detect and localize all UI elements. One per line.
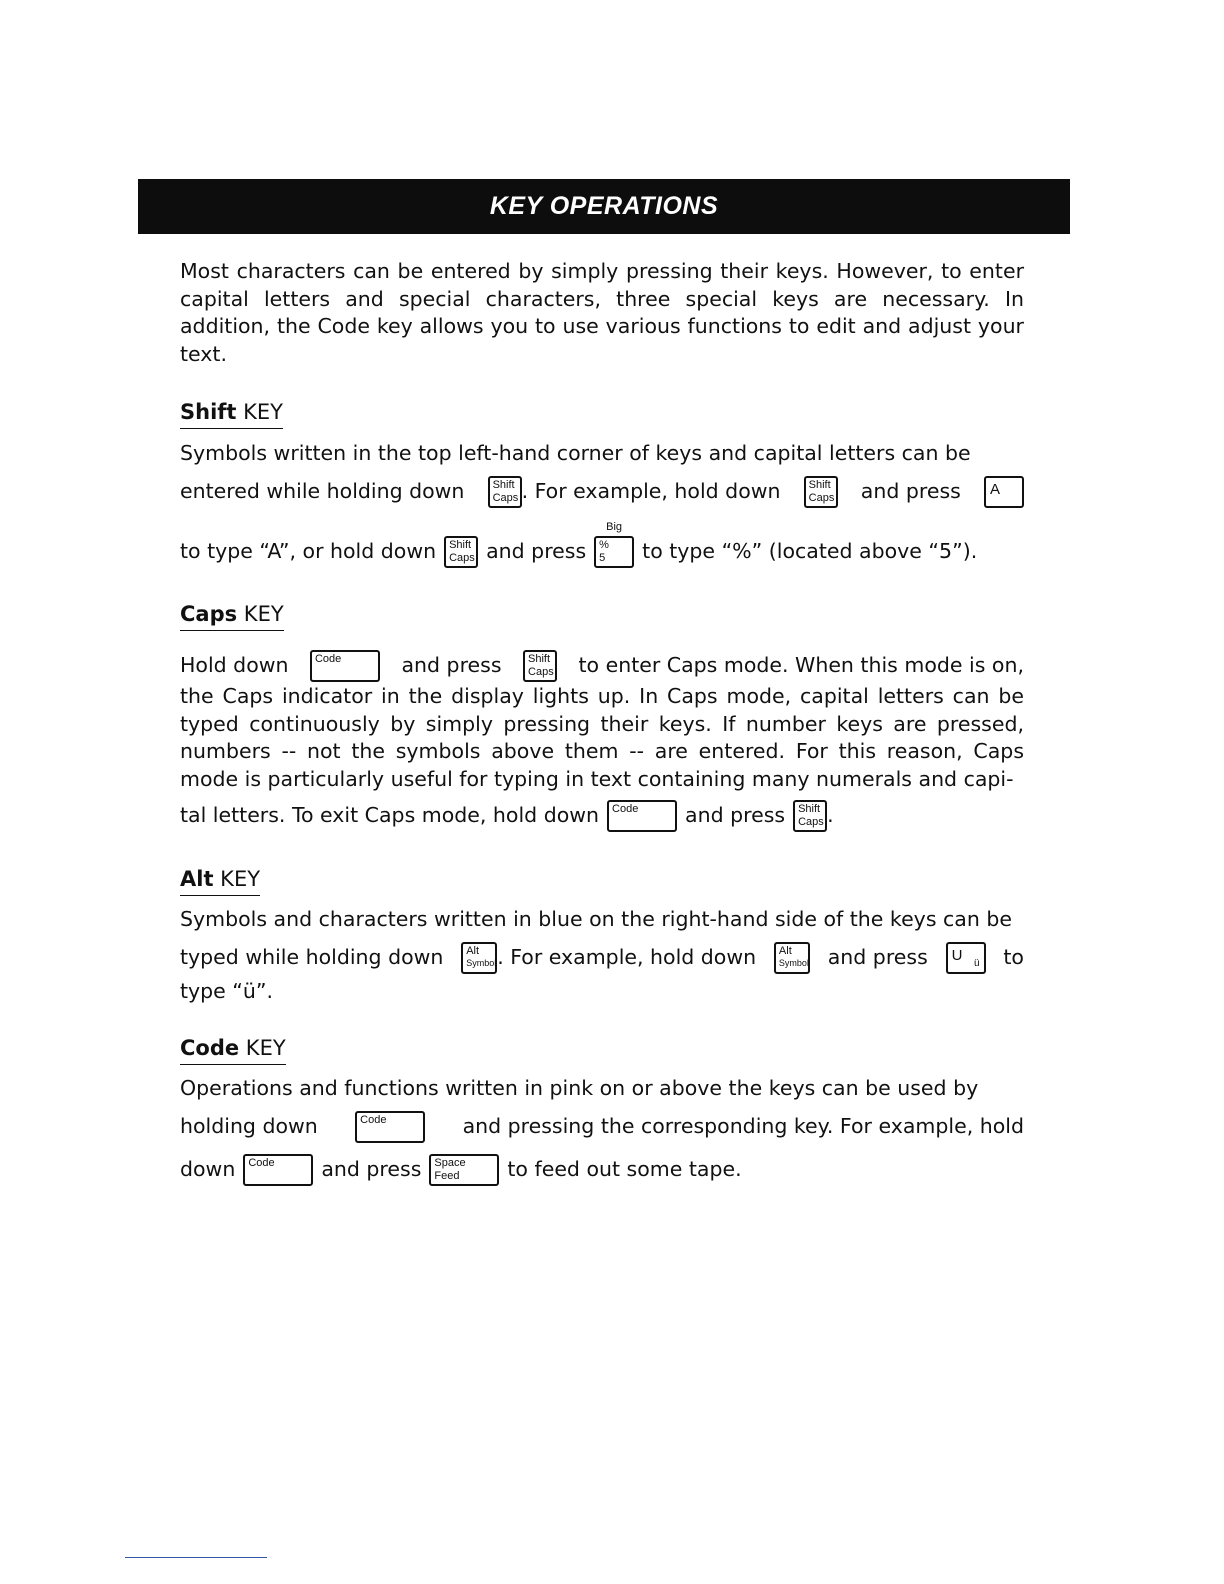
a-key-icon xyxy=(984,476,1024,508)
alt-line-2 xyxy=(180,942,1024,974)
key-top-label: Shift xyxy=(798,803,821,815)
alt-key-heading xyxy=(180,866,260,896)
key-top-label: Shift xyxy=(528,653,551,665)
text-span: down xyxy=(180,1157,236,1182)
key-label: Code xyxy=(248,1157,275,1169)
text-span: Operations and functions written in pink on or above the keys can be used by xyxy=(180,1076,979,1100)
text-span: and press xyxy=(486,539,587,564)
key-bottom-label: Symbol xyxy=(778,958,809,968)
key-bottom-label: 5 xyxy=(599,552,606,564)
code-key-icon xyxy=(310,650,380,682)
text-span: . xyxy=(827,803,834,828)
key-label: A xyxy=(990,481,1001,498)
code-key-heading xyxy=(180,1035,286,1065)
code-line-3 xyxy=(180,1154,1024,1186)
text-span: to feed out some tape. xyxy=(507,1157,742,1182)
caps-line-1 xyxy=(180,650,1024,682)
key-bottom-label: Caps xyxy=(798,816,824,828)
page-title: KEY OPERATIONS xyxy=(489,192,719,220)
percent-five-key-icon xyxy=(594,521,634,568)
key-top-label: Alt xyxy=(778,945,792,957)
shift-line-3 xyxy=(180,521,1024,568)
text-span: and press xyxy=(401,653,502,678)
text-span: type “ü”. xyxy=(180,979,274,1003)
text-span: to type “A”, or hold down xyxy=(180,539,437,564)
alt-line-3 xyxy=(180,978,1024,1006)
shift-caps-key-icon xyxy=(523,650,557,682)
text-span: Symbols written in the top left-hand corner of keys and capital letters can be xyxy=(180,441,971,465)
shift-line-1 xyxy=(180,440,1024,468)
shift-caps-key-icon xyxy=(804,476,838,508)
text-span: and press xyxy=(321,1157,422,1182)
key-top-label: Alt xyxy=(466,945,480,957)
shift-caps-key-icon xyxy=(793,800,827,832)
key-label: Code xyxy=(314,653,342,665)
key-bottom-label: Symbol xyxy=(466,958,497,968)
heading-key-name: Code xyxy=(180,1036,240,1060)
caps-key-heading xyxy=(180,601,284,631)
u-umlaut-key-icon xyxy=(946,942,986,974)
key-label: Code xyxy=(360,1114,387,1126)
alt-symbol-key-icon xyxy=(461,942,497,974)
text-span: holding down xyxy=(180,1114,318,1139)
section-banner xyxy=(138,179,1070,234)
shift-caps-key-icon xyxy=(444,536,478,568)
key-label: U xyxy=(951,947,963,964)
caps-line-last xyxy=(180,800,1024,832)
key-bottom-label: Caps xyxy=(492,492,519,504)
intro-paragraph: Most characters can be entered by simply pressing their keys. However, to enter capital letters and special characters, three special keys are necessary. In addition, the Code key allows you to use various functions to edit and adjust your text. xyxy=(180,259,1024,366)
key-top-label: Space xyxy=(434,1157,466,1169)
text-span: Symbols and characters written in blue on the right-hand side of the keys can be xyxy=(180,907,1012,931)
text-span: to enter Caps mode. When this mode is on, xyxy=(578,653,1024,678)
code-key-icon xyxy=(355,1111,425,1143)
code-key-icon xyxy=(607,800,677,832)
shift-line-2 xyxy=(180,476,1024,508)
heading-suffix: KEY xyxy=(239,1036,286,1060)
text-span: and pressing the corresponding key. For example, hold xyxy=(462,1114,1024,1139)
caps-body-paragraph: the Caps indicator in the display lights up. In Caps mode, capital letters can be typed continuously by simply pressing their keys. If number keys are pressed, numbers -- not the symbols above them -- are entered. For this reason, Caps mode is particularly useful for typing in text containing many numerals and capi- xyxy=(180,684,1024,791)
key-above-label: Big xyxy=(606,521,623,533)
heading-key-name: Alt xyxy=(180,867,214,891)
key-top-label: % xyxy=(599,539,609,551)
key-bottom-label: Caps xyxy=(449,552,475,564)
key-bottom-label: Feed xyxy=(434,1170,460,1182)
heading-suffix: KEY xyxy=(213,867,261,891)
key-top-label: Shift xyxy=(808,479,831,491)
text-span: to type “%” (located above “5”). xyxy=(642,539,978,564)
text-span: and press xyxy=(827,945,928,970)
key-label: Code xyxy=(612,803,639,815)
heading-suffix: KEY xyxy=(236,400,283,424)
code-key-icon xyxy=(243,1154,313,1186)
heading-key-name: Caps xyxy=(180,602,238,626)
heading-key-name: Shift xyxy=(180,400,237,424)
key-bottom-label: Caps xyxy=(808,492,835,504)
heading-suffix: KEY xyxy=(237,602,284,626)
text-span: and press xyxy=(685,803,786,828)
text-span: Hold down xyxy=(180,653,289,678)
shift-key-heading xyxy=(180,399,283,429)
shift-caps-key-icon xyxy=(488,476,522,508)
code-line-1 xyxy=(180,1075,1024,1103)
text-span: tal letters. To exit Caps mode, hold down xyxy=(180,803,600,828)
text-span: to xyxy=(1003,945,1024,970)
key-top-label: Shift xyxy=(449,539,472,551)
key-corner-label: ü xyxy=(974,958,980,969)
footer-rule xyxy=(125,1557,267,1558)
space-feed-key-icon xyxy=(429,1154,499,1186)
text-span: . For example, hold down xyxy=(521,479,781,504)
key-top-label: Shift xyxy=(492,479,515,491)
text-span: typed while holding down xyxy=(180,945,444,970)
text-span: . For example, hold down xyxy=(497,945,757,970)
alt-line-1 xyxy=(180,906,1024,934)
text-span: entered while holding down xyxy=(180,479,465,504)
code-line-2 xyxy=(180,1111,1024,1143)
alt-symbol-key-icon xyxy=(774,942,810,974)
text-span: and press xyxy=(860,479,961,504)
key-bottom-label: Caps xyxy=(528,666,554,678)
